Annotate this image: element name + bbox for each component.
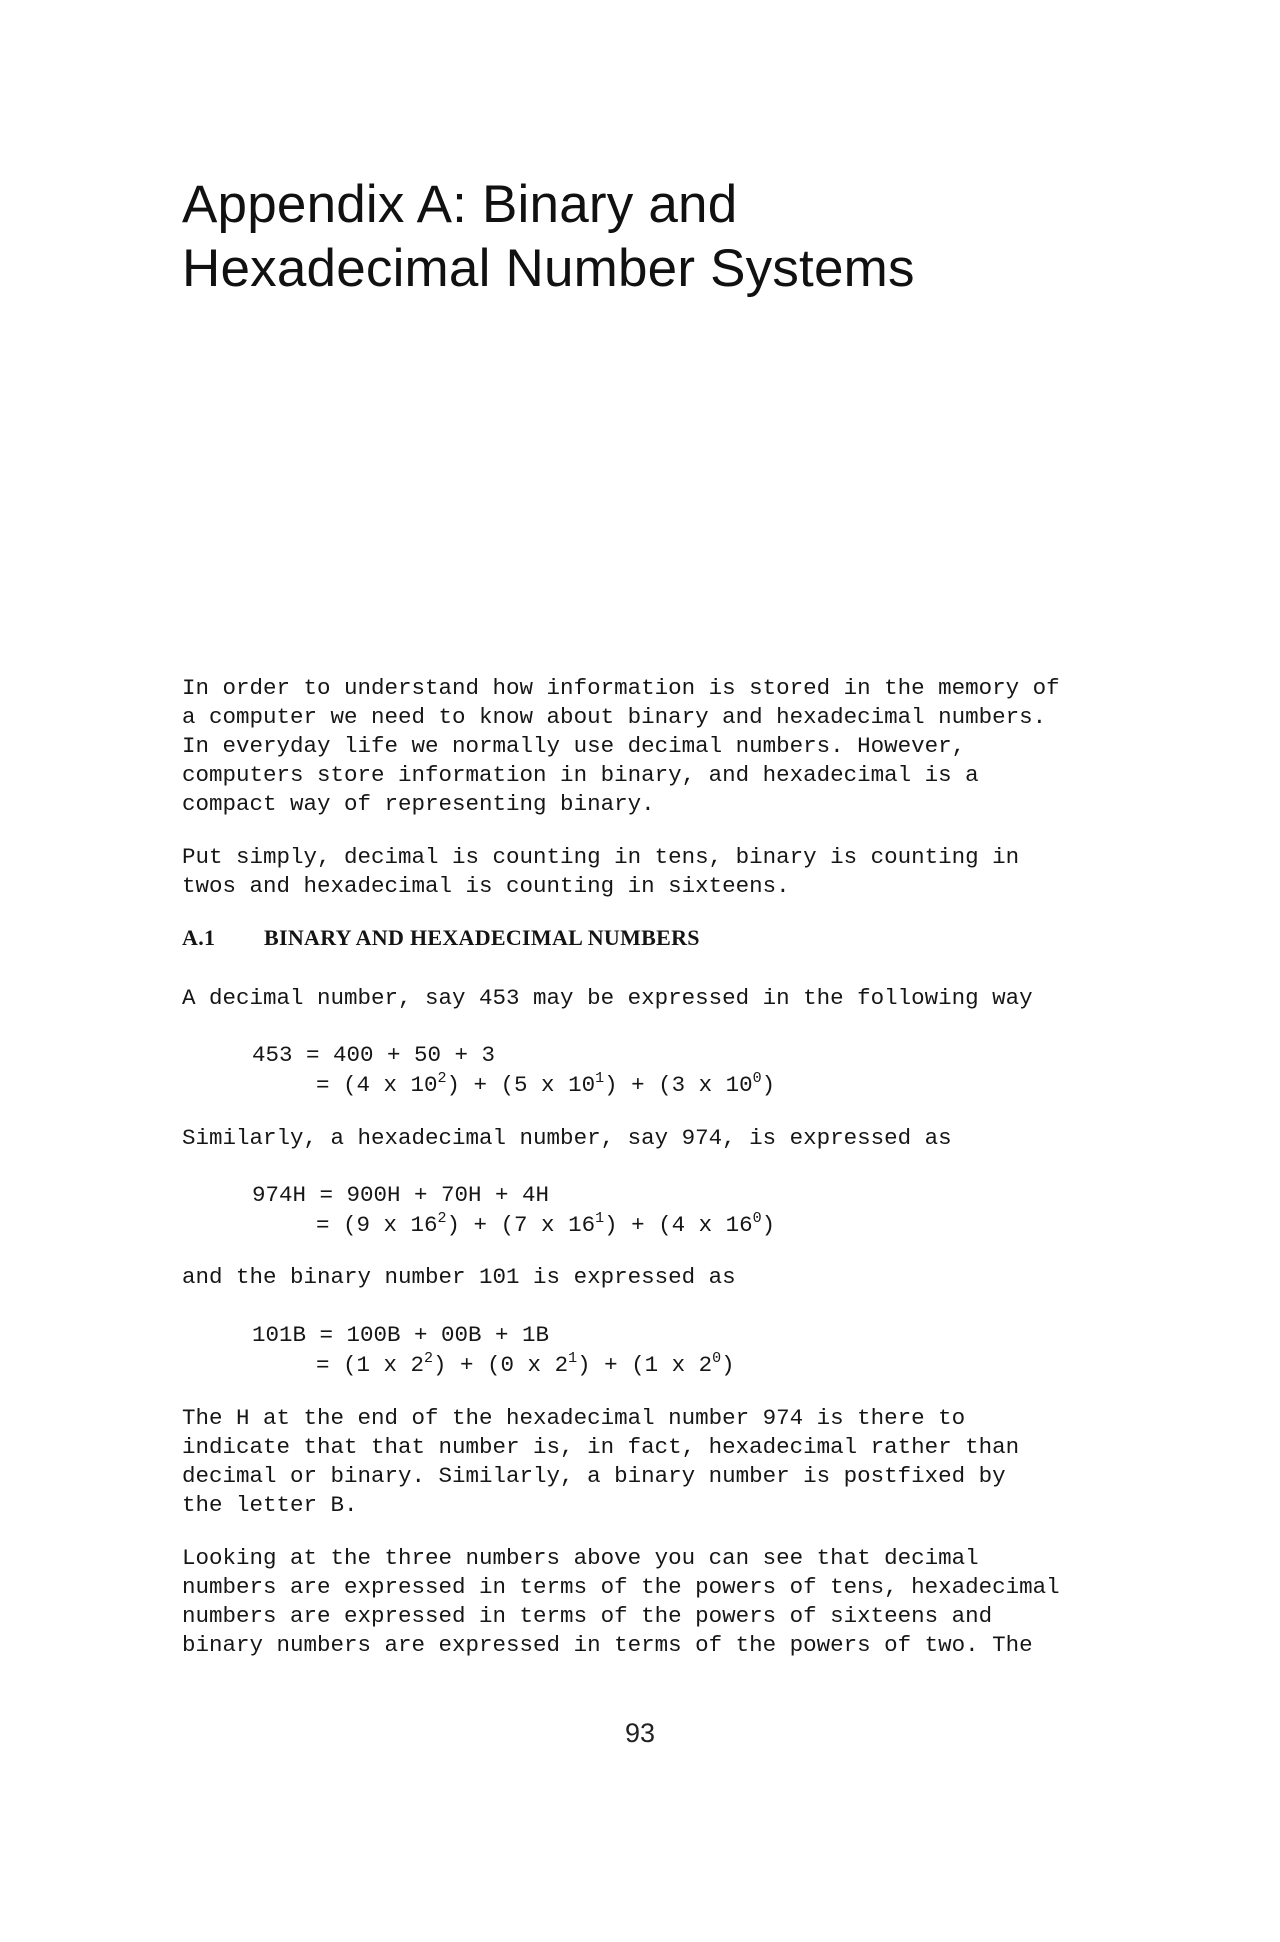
text-line: twos and hexadecimal is counting in sixteens. (182, 873, 790, 899)
section-title: BINARY AND HEXADECIMAL NUMBERS (264, 925, 700, 950)
powers-paragraph (182, 1544, 1107, 1660)
text-line: The H at the end of the hexadecimal number 974 is there to (182, 1405, 966, 1431)
hex-equation (252, 1180, 775, 1240)
intro-paragraph (182, 674, 1107, 819)
text-line: numbers are expressed in terms of the powers of sixteens and (182, 1603, 993, 1629)
equation-line: = (9 x $16^2) + (7$ x $16^1) + (4$ x $16^0$) (316, 1210, 776, 1238)
decimal-equation (252, 1040, 775, 1100)
equation-line: = (1 x $2^2) + (0$ x $2^1) + (1$ x $2^0$) (316, 1350, 735, 1378)
suffix-paragraph (182, 1404, 1107, 1520)
text-line: a computer we need to know about binary and hexadecimal numbers. (182, 704, 1047, 730)
text-line: A decimal number, say 453 may be expressed in the following way (182, 985, 1033, 1011)
hex-intro (182, 1124, 1107, 1153)
summary-paragraph (182, 843, 1107, 901)
title-line: Hexadecimal Number Systems (182, 239, 915, 298)
equation-line: = (4 x $10^2) + (5$ x $10^1) + (3$ x $10^0$) (316, 1070, 776, 1098)
title-line: Appendix A: Binary and (182, 175, 738, 234)
equation-line: 974H = 900H + 70H + 4H (252, 1182, 550, 1208)
text-line: computers store information in binary, and hexadecimal is a (182, 762, 979, 788)
equation-line: 453 = 400 + 50 + 3 (252, 1042, 496, 1068)
equation-line: 101B = 100B + 00B + 1B (252, 1322, 550, 1348)
text-line: Similarly, a hexadecimal number, say 974, is expressed as (182, 1125, 952, 1151)
section-heading (182, 923, 700, 952)
text-line: In everyday life we normally use decimal numbers. However, (182, 733, 966, 759)
text-line: Looking at the three numbers above you can see that decimal (182, 1545, 979, 1571)
text-line: and the binary number 101 is expressed as (182, 1264, 736, 1290)
text-line: the letter B. (182, 1492, 358, 1518)
binary-intro (182, 1263, 1107, 1292)
text-line: numbers are expressed in terms of the powers of tens, hexadecimal (182, 1574, 1060, 1600)
decimal-intro (182, 984, 1107, 1013)
text-line: In order to understand how information is stored in the memory of (182, 675, 1060, 701)
section-number: A.1 (182, 925, 216, 950)
text-line: indicate that that number is, in fact, hexadecimal rather than (182, 1434, 1020, 1460)
text-line: Put simply, decimal is counting in tens, binary is counting in (182, 844, 1020, 870)
binary-equation (252, 1320, 735, 1380)
text-line: binary numbers are expressed in terms of the powers of two. The (182, 1632, 1033, 1658)
text-line: compact way of representing binary. (182, 791, 655, 817)
page-number: 93 (624, 1718, 656, 1748)
text-line: decimal or binary. Similarly, a binary number is postfixed by (182, 1463, 1006, 1489)
page-title (182, 173, 915, 301)
